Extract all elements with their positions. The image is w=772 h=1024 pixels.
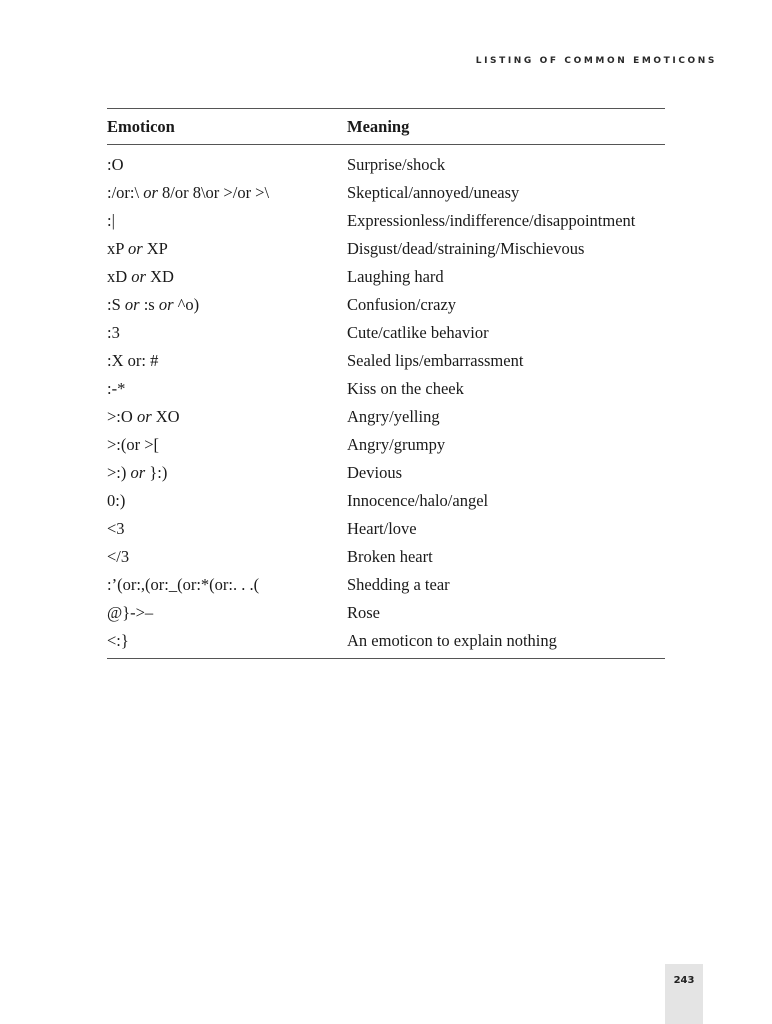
running-head: LISTING OF COMMON EMOTICONS bbox=[475, 56, 717, 66]
emoticon-cell: >:O or XO bbox=[107, 407, 180, 426]
emoticon-cell: xP or XP bbox=[107, 239, 168, 258]
meaning-cell: Skeptical/annoyed/uneasy bbox=[347, 183, 520, 202]
header-emoticon: Emoticon bbox=[107, 109, 347, 145]
meaning-cell: Devious bbox=[347, 463, 402, 482]
table-row bbox=[107, 207, 665, 235]
table-row bbox=[107, 627, 665, 659]
emoticon-cell: :S or :s or ^o) bbox=[107, 295, 200, 314]
meaning-cell: Angry/yelling bbox=[347, 407, 440, 426]
meaning-cell: Heart/love bbox=[347, 519, 417, 538]
emoticon-cell: :3 bbox=[107, 323, 120, 342]
table-body bbox=[107, 145, 665, 659]
meaning-cell: Kiss on the cheek bbox=[347, 379, 464, 398]
meaning-cell: Expressionless/indifference/disappointment bbox=[347, 211, 636, 230]
emoticon-cell: :O bbox=[107, 155, 124, 174]
meaning-cell: Shedding a tear bbox=[347, 575, 450, 594]
table-row bbox=[107, 515, 665, 543]
meaning-cell: Disgust/dead/straining/Mischievous bbox=[347, 239, 585, 258]
table-row bbox=[107, 145, 665, 180]
meaning-cell: Broken heart bbox=[347, 547, 433, 566]
emoticon-cell: :| bbox=[107, 211, 115, 230]
page-number: 243 bbox=[673, 975, 695, 986]
table-row bbox=[107, 459, 665, 487]
meaning-cell: Surprise/shock bbox=[347, 155, 446, 174]
meaning-cell: Sealed lips/embarrassment bbox=[347, 351, 524, 370]
meaning-cell: Confusion/crazy bbox=[347, 295, 457, 314]
table-row bbox=[107, 263, 665, 291]
emoticon-cell: xD or XD bbox=[107, 267, 174, 286]
meaning-cell: Rose bbox=[347, 603, 380, 622]
meaning-cell: Innocence/halo/angel bbox=[347, 491, 489, 510]
table-row bbox=[107, 375, 665, 403]
meaning-cell: An emoticon to explain nothing bbox=[347, 631, 557, 650]
emoticon-cell: :’(or:,(or:_(or:*(or:. . .( bbox=[107, 575, 260, 594]
emoticon-cell: </3 bbox=[107, 547, 130, 566]
table-row bbox=[107, 235, 665, 263]
emoticon-table bbox=[107, 108, 665, 659]
emoticon-cell: :-* bbox=[107, 379, 126, 398]
emoticon-cell: >:) or }:) bbox=[107, 463, 168, 482]
header-meaning: Meaning bbox=[347, 109, 665, 145]
meaning-cell: Angry/grumpy bbox=[347, 435, 446, 454]
table-row bbox=[107, 599, 665, 627]
meaning-cell: Cute/catlike behavior bbox=[347, 323, 489, 342]
meaning-cell: Laughing hard bbox=[347, 267, 444, 286]
emoticon-cell: 0:) bbox=[107, 491, 126, 510]
table-row bbox=[107, 179, 665, 207]
table-row bbox=[107, 319, 665, 347]
table-row bbox=[107, 487, 665, 515]
emoticon-table-container bbox=[107, 108, 665, 659]
table-row bbox=[107, 571, 665, 599]
header-row bbox=[107, 109, 665, 145]
emoticon-cell: :/or:\ or 8/or 8\or >/or >\ bbox=[107, 183, 270, 202]
table-row bbox=[107, 543, 665, 571]
table-row bbox=[107, 291, 665, 319]
table-row bbox=[107, 347, 665, 375]
emoticon-cell: <3 bbox=[107, 519, 125, 538]
emoticon-cell: @}->– bbox=[107, 603, 154, 622]
emoticon-cell: >:(or >[ bbox=[107, 435, 160, 454]
emoticon-cell: :X or: # bbox=[107, 351, 159, 370]
emoticon-cell: <:} bbox=[107, 631, 129, 650]
table-row bbox=[107, 403, 665, 431]
table-header bbox=[107, 109, 665, 145]
table-row bbox=[107, 431, 665, 459]
page-number-tab bbox=[665, 964, 703, 1024]
